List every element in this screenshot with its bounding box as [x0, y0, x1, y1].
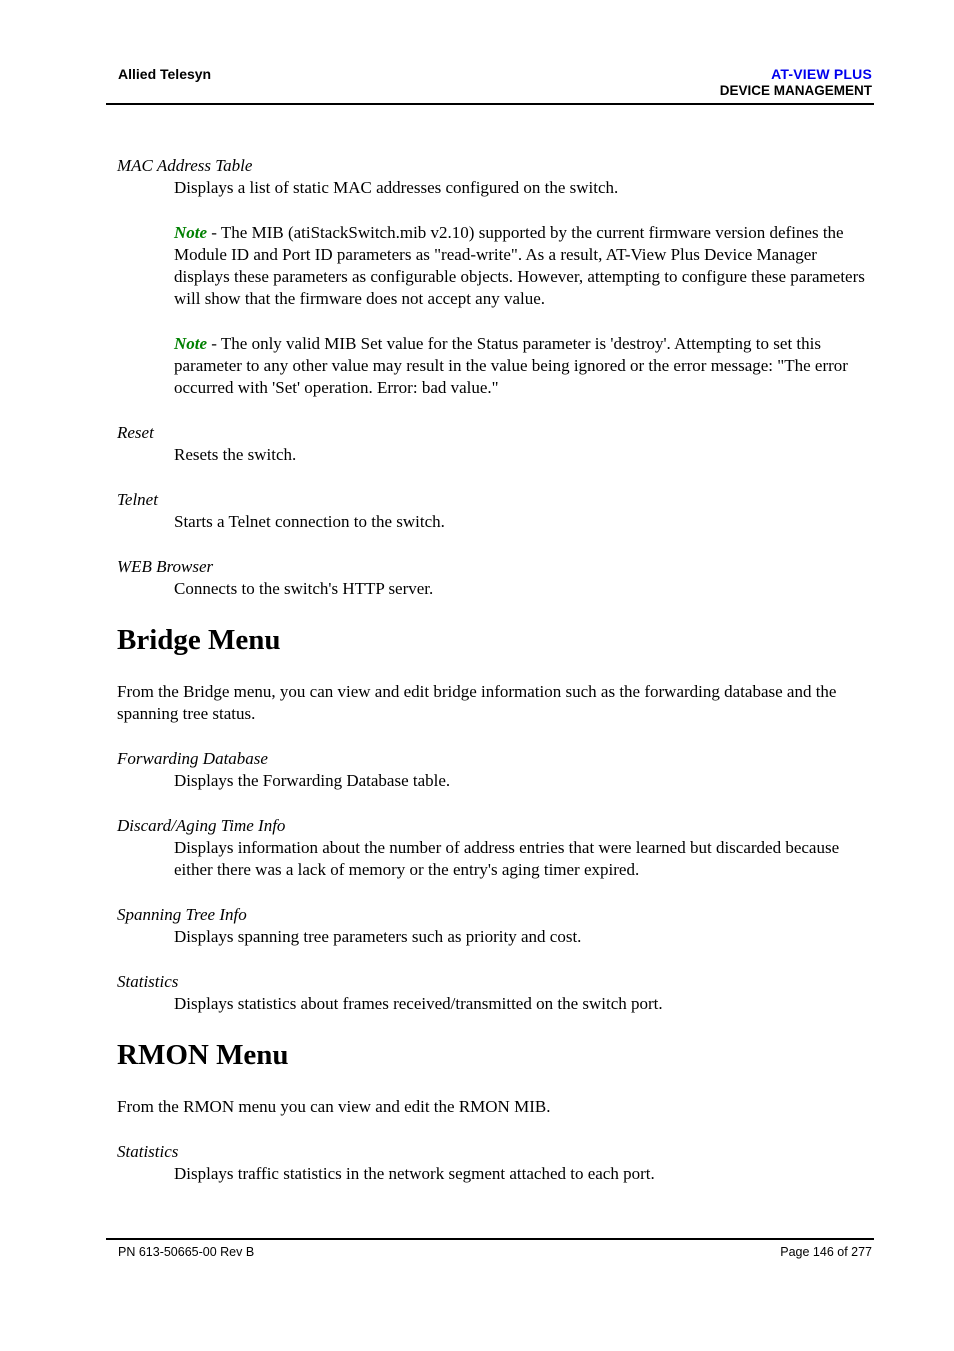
product-name: AT-VIEW PLUS — [771, 66, 872, 82]
content — [117, 155, 867, 1208]
term-label: Statistics — [117, 1142, 179, 1161]
term-label: Statistics — [117, 972, 179, 991]
term-label: Spanning Tree Info — [117, 905, 247, 924]
note-entry — [174, 333, 867, 399]
term-entry — [117, 748, 867, 792]
term-label: Telnet — [117, 490, 158, 509]
header-right — [720, 66, 872, 99]
term-description: Displays traffic statistics in the network segment attached to each port. — [174, 1164, 655, 1183]
term-label: Reset — [117, 423, 154, 442]
note-text: - The only valid MIB Set value for the Status parameter is 'destroy'. Attempting to set this parameter to any other value may result in the value being ignored or the error message: "The error occurred with 'Set' operation. Error: bad value." — [174, 334, 848, 397]
section-heading: RMON Menu — [117, 1039, 289, 1071]
term-entry — [117, 489, 867, 533]
term-description: Displays the Forwarding Database table. — [174, 771, 451, 790]
term-description: Displays information about the number of address entries that were learned but discarded because either there was a lack of memory or the entry's aging timer expired. — [174, 838, 840, 879]
term-entry — [117, 155, 867, 199]
document-subtitle: DEVICE MANAGEMENT — [719, 83, 872, 98]
term-description: Resets the switch. — [174, 445, 297, 464]
page-footer — [106, 1238, 874, 1259]
term-description: Connects to the switch's HTTP server. — [174, 579, 434, 598]
term-description: Displays statistics about frames received/transmitted on the switch port. — [174, 994, 663, 1013]
term-description: Starts a Telnet connection to the switch. — [174, 512, 445, 531]
term-label: Discard/Aging Time Info — [117, 816, 286, 835]
page-number: Page 146 of 277 — [780, 1245, 872, 1259]
note-entry — [174, 222, 867, 310]
section-heading: Bridge Menu — [117, 624, 281, 656]
part-number: PN 613-50665-00 Rev B — [118, 1245, 255, 1259]
term-entry — [117, 971, 867, 1015]
term-entry — [117, 422, 867, 466]
term-label: WEB Browser — [117, 557, 214, 576]
term-entry — [117, 904, 867, 948]
note-text: - The MIB (atiStackSwitch.mib v2.10) supported by the current firmware version defines the Module ID and Port ID parameters as "read-write". As a result, AT-View Plus Device Manager displays these parameters as configurable objects. However, attempting to configure these parameters will show that the firmware does not accept any value. — [174, 223, 865, 308]
note-label: Note — [174, 334, 208, 353]
term-entry — [117, 556, 867, 600]
term-description: Displays spanning tree parameters such as priority and cost. — [174, 927, 582, 946]
body-paragraph: From the RMON menu you can view and edit the RMON MIB. — [117, 1097, 551, 1116]
term-label: MAC Address Table — [117, 156, 253, 175]
body-paragraph: From the Bridge menu, you can view and edit bridge information such as the forwarding database and the spanning tree status. — [117, 682, 837, 723]
term-entry — [117, 1141, 867, 1185]
note-label: Note — [174, 223, 208, 242]
company-name: Allied Telesyn — [118, 66, 212, 82]
term-entry — [117, 815, 867, 881]
page-header — [106, 66, 874, 105]
term-description: Displays a list of static MAC addresses configured on the switch. — [174, 178, 619, 197]
term-label: Forwarding Database — [117, 749, 268, 768]
